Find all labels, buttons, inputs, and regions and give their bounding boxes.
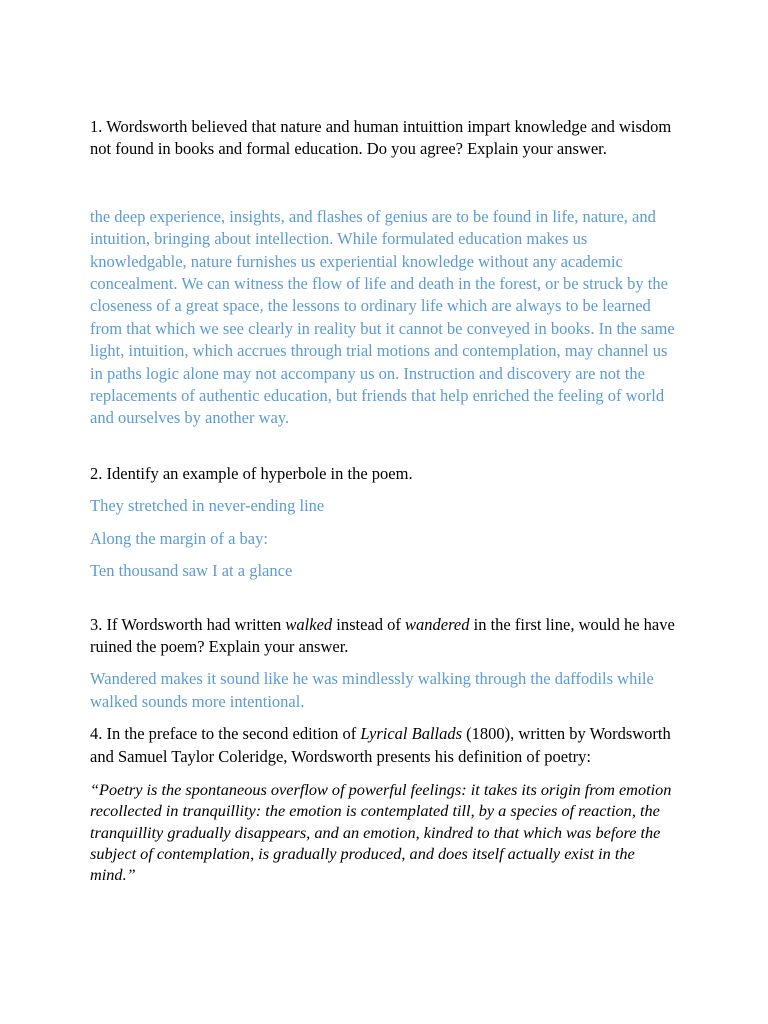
question-4-text-b: (1800), written by Wordsworth and Samuel Taylor Coleridge, Wordsworth presents his definition of poetry:	[90, 724, 671, 766]
question-3-text-a: 3. If Wordsworth had written	[90, 614, 286, 634]
document-page	[90, 116, 680, 885]
question-3-word-wandered: wandered	[405, 614, 470, 634]
answer-2-line-2: Along the margin of a bay:	[90, 528, 268, 548]
question-1: 1. Wordsworth believed that nature and human intuittion impart knowledge and wisdom not found in books and formal education. Do you agree? Explain your answer.	[90, 117, 672, 159]
question-3-word-walked: walked	[285, 614, 333, 634]
answer-2-line-1: They stretched in never-ending line	[90, 496, 325, 516]
poetry-definition-quote: “Poetry is the spontaneous overflow of powerful feelings: it takes its origin from emotion recollected in tranquillity: the emotion is contemplated till, by a species of reaction, the tranquillity gradually disappears, and an emotion, kindred to that which was before the subject of contemplation, is gradually produced, and does itself actually exist in the mind.”	[90, 779, 672, 885]
answer-1: the deep experience, insights, and flashes of genius are to be found in life, nature, and intuition, bringing about intellection. While formulated education makes us knowledgable, nature furnishes us experiential knowledge without any academic concealment. We can witness the flow of life and death in the forest, or be struck by the closeness of a great space, the lessons to ordinary life which are always to be learned from that which we see clearly in reality but it cannot be conveyed in books. In the same light, intuition, which accrues through trial motions and contemplation, may channel us in paths logic alone may not accompany us on. Instruction and discovery are not the replacements of authentic education, but friends that help enriched the feeling of world and ourselves by another way.	[90, 206, 675, 428]
question-4	[90, 723, 680, 768]
question-4-text-a: 4. In the preface to the second edition of	[90, 724, 361, 744]
question-3-text-c: in the first line, would he have ruined the poem? Explain your answer.	[90, 614, 675, 656]
question-3	[90, 614, 680, 659]
answer-2-line-3: Ten thousand saw I at a glance	[90, 561, 293, 581]
question-3-text-b: instead of	[332, 614, 406, 634]
answer-3: Wandered makes it sound like he was mindlessly walking through the daffodils while walked sounds more intentional.	[90, 669, 654, 711]
question-2: 2. Identify an example of hyperbole in the poem.	[90, 463, 413, 483]
question-4-book-title: Lyrical Ballads	[360, 724, 463, 744]
